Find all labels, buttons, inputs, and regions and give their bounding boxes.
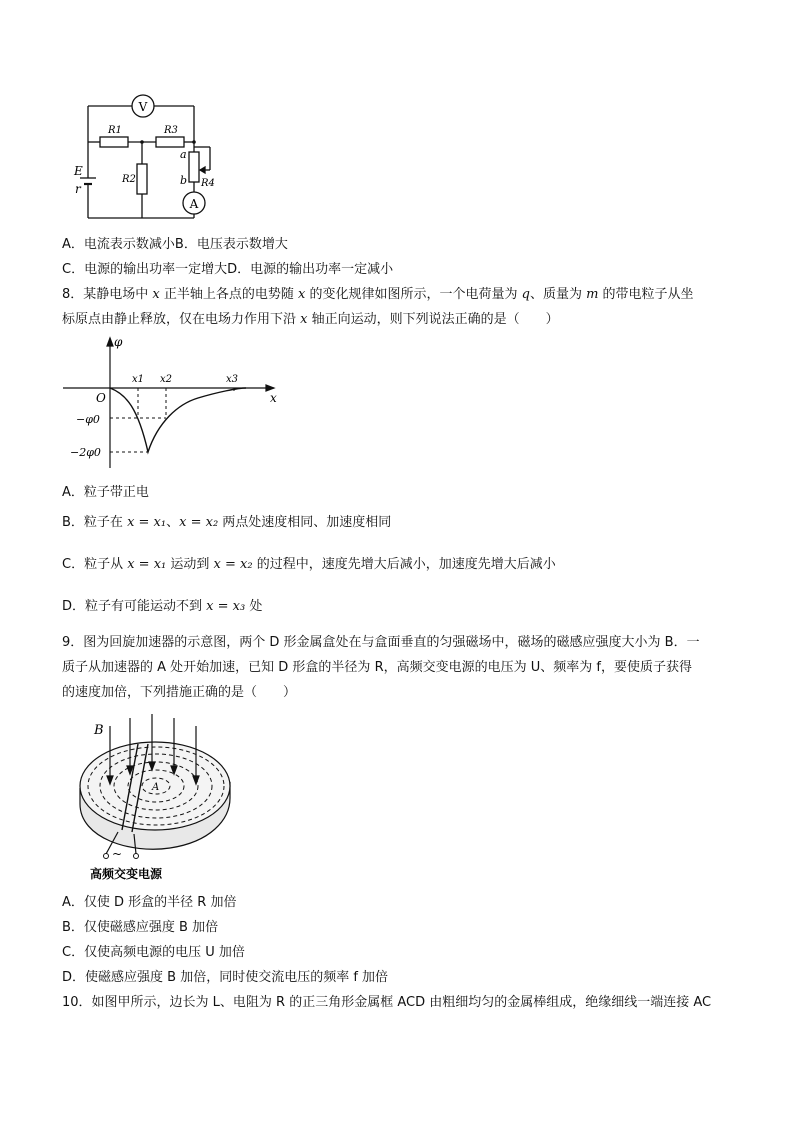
option-text: 两点处速度相同、加速度相同 — [218, 515, 392, 530]
q7-option-c: C．电源的输出功率一定增大 — [62, 262, 228, 277]
internal-resistance-label: r — [75, 182, 81, 196]
q8-potential-graph — [58, 332, 288, 470]
r1-label: R1 — [108, 125, 122, 136]
q9-option-c: C．仅使高频电源的电压 U 加倍 — [62, 945, 245, 960]
ac-symbol: ~ — [112, 847, 123, 861]
q10-stem-line1: 10．如图甲所示，边长为 L、电阻为 R 的正三角形金属框 ACD 由粗细均匀的金属棒组成，绝缘细线一端连接 AC — [62, 995, 712, 1010]
neg-phi0-label: −φ0 — [76, 413, 100, 426]
q8-stem-line2 — [62, 311, 559, 329]
q7-option-b: B．电压表示数增大 — [174, 237, 288, 252]
x1-tick-label: x1 — [132, 374, 145, 385]
power-source-caption: 高频交变电源 — [90, 867, 163, 881]
q8-stem-line1 — [62, 286, 694, 304]
q8-stem-text: 轴正向运动，则下列说法正确的是（ ） — [307, 312, 559, 327]
r3-label: R3 — [164, 125, 178, 136]
q8-option-c — [62, 556, 556, 574]
q8-stem-text: 的带电粒子从坐 — [598, 287, 694, 302]
q8-var-x: x — [300, 312, 308, 327]
ammeter-label: A — [189, 197, 199, 211]
q9-stem-line3: 的速度加倍，下列措施正确的是（ ） — [62, 685, 297, 700]
phi-axis-label: φ — [114, 335, 123, 349]
equation: x = x₃ — [206, 599, 246, 614]
point-a-label: A — [152, 782, 160, 793]
q7-options-ab — [62, 236, 288, 254]
x3-tick-label: x3 — [226, 374, 239, 385]
q8-option-a: A．粒子带正电 — [62, 485, 149, 500]
x2-tick-label: x2 — [160, 374, 173, 385]
option-text: 的过程中，速度先增大后减小，加速度先增大后减小 — [252, 557, 556, 572]
option-text: 运动到 — [166, 557, 214, 572]
q8-stem-text: 的变化规律如图所示，一个电荷量为 — [305, 287, 522, 302]
point-a-label: a — [180, 148, 187, 161]
equation: x = x₁ — [127, 557, 167, 572]
option-text: D．粒子有可能运动不到 — [62, 599, 207, 614]
equation: x = x₁ — [127, 515, 167, 530]
q7-circuit-diagram — [70, 92, 230, 222]
q9-stem-line2: 质子从加速器的 A 处开始加速，已知 D 形盒的半径为 R，高频交变电源的电压为 U、频率为 f，要使质子获得 — [62, 660, 692, 675]
q9-option-b: B．仅使磁感应强度 B 加倍 — [62, 920, 219, 935]
q8-stem-text: 标原点由静止释放，仅在电场力作用下沿 — [62, 312, 301, 327]
r2-label: R2 — [122, 174, 136, 185]
q7-option-d: D．电源的输出功率一定减小 — [227, 262, 394, 277]
emf-label: E — [74, 164, 83, 178]
q8-var-q: q — [521, 287, 530, 302]
q8-var-m: m — [586, 287, 599, 302]
b-field-label: B — [94, 723, 104, 738]
equation: x = x₂ — [213, 557, 253, 572]
q7-option-a: A．电流表示数减小 — [62, 237, 175, 252]
q8-stem-text: 正半轴上各点的电势随 — [159, 287, 299, 302]
point-b-label: b — [180, 174, 188, 187]
q8-stem-text: 8．某静电场中 — [62, 287, 153, 302]
q7-options-cd — [62, 261, 393, 279]
q9-stem-line1: 9．图为回旋加速器的示意图，两个 D 形金属盒处在与盒面垂直的匀强磁场中，磁场的磁感应强度大小为 B．一 — [62, 635, 700, 650]
r4-label: R4 — [201, 178, 215, 189]
q9-cyclotron-diagram — [70, 708, 240, 884]
q9-option-a: A．仅使 D 形盒的半径 R 加倍 — [62, 895, 237, 910]
q8-stem-text: 、质量为 — [529, 287, 587, 302]
q8-option-d — [62, 598, 262, 616]
q8-var-x: x — [298, 287, 306, 302]
option-text: B．粒子在 — [62, 515, 128, 530]
q9-option-d: D．使磁感应强度 B 加倍，同时使交流电压的频率 f 加倍 — [62, 970, 389, 985]
option-text: 处 — [245, 599, 263, 614]
neg-2phi0-label: −2φ0 — [70, 446, 101, 459]
option-text: 、 — [166, 515, 180, 530]
option-text: C．粒子从 — [62, 557, 128, 572]
q8-option-b — [62, 514, 391, 532]
q8-var-x: x — [152, 287, 160, 302]
origin-label: O — [96, 391, 106, 405]
voltmeter-label: V — [138, 100, 148, 114]
equation: x = x₂ — [179, 515, 219, 530]
x-axis-label: x — [270, 391, 277, 405]
